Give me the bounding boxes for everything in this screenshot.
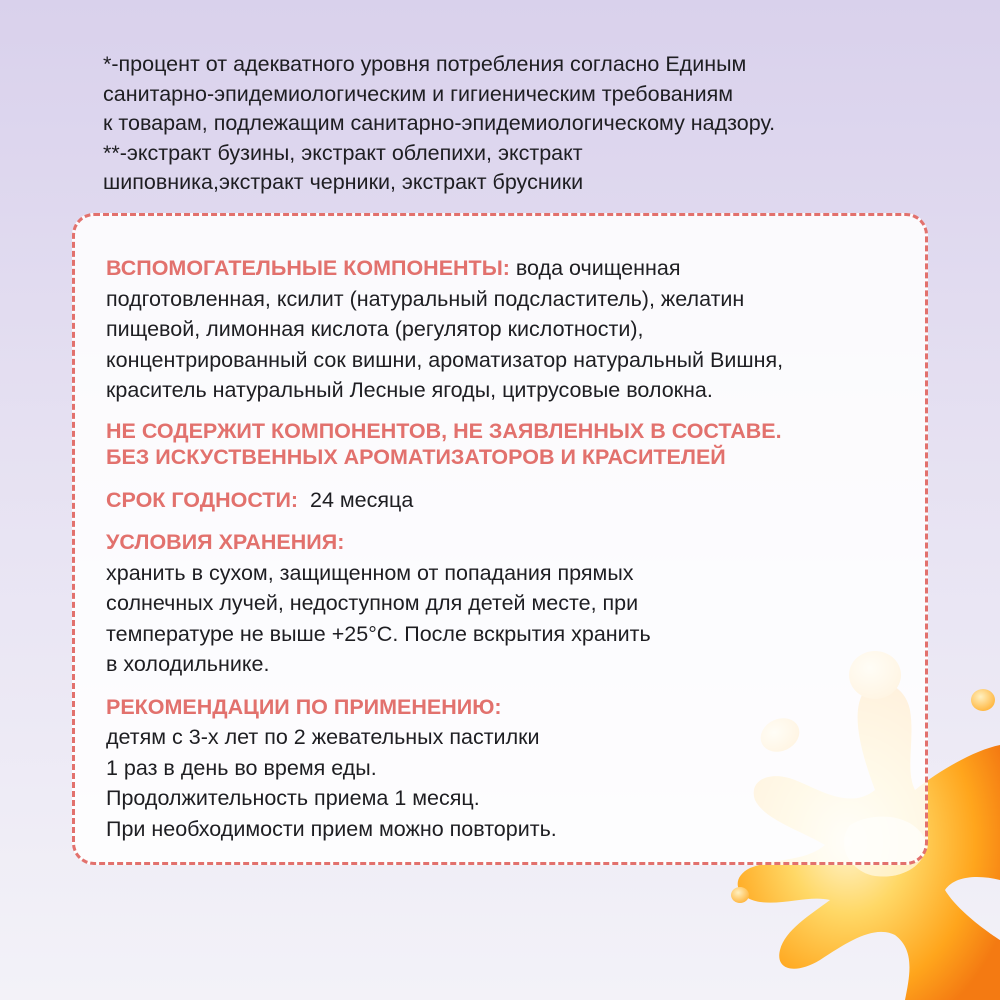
- auxiliary-components-section: [106, 253, 906, 406]
- usage-heading: РЕКОМЕНДАЦИИ ПО ПРИМЕНЕНИЮ:: [106, 694, 502, 719]
- footnote-line: санитарно-эпидемиологическим и гигиеническим требованиям: [103, 81, 734, 106]
- footnote-line: *-процент от адекватного уровня потребления согласно Единым: [103, 52, 747, 76]
- info-card: [72, 213, 928, 865]
- auxiliary-components-text: пищевой, лимонная кислота (регулятор кислотности),: [106, 317, 644, 341]
- usage-text: 1 раз в день во время еды.: [106, 755, 377, 780]
- info-card-content: [106, 253, 906, 844]
- usage-text: Продолжительность приема 1 месяц.: [106, 786, 480, 810]
- notice-section: [106, 416, 906, 473]
- storage-section: [106, 527, 906, 680]
- storage-text: солнечных лучей, недоступном для детей месте, при: [106, 591, 639, 615]
- auxiliary-components-text: подготовленная, ксилит (натуральный подсластитель), желатин: [106, 286, 745, 311]
- shelf-life-section: [106, 485, 906, 516]
- storage-text: температуре не выше +25°C. После вскрытия хранить: [106, 621, 651, 646]
- auxiliary-components-text: вода очищенная: [509, 256, 681, 280]
- storage-text: в холодильнике.: [106, 652, 270, 676]
- footnotes: [103, 50, 903, 198]
- auxiliary-components-text: концентрированный сок вишни, ароматизатор натуральный Вишня,: [106, 347, 784, 372]
- usage-text: При необходимости прием можно повторить.: [106, 816, 557, 841]
- shelf-life-heading: СРОК ГОДНОСТИ:: [106, 487, 299, 512]
- shelf-life-value: 24 месяца: [310, 487, 414, 512]
- footnote-line: **-экстракт бузины, экстракт облепихи, экстракт: [103, 140, 583, 165]
- footnote-line: шиповника,экстракт черники, экстракт брусники: [103, 170, 584, 194]
- usage-text: детям с 3-х лет по 2 жевательных пастилки: [106, 725, 540, 749]
- notice-line: НЕ СОДЕРЖИТ КОМПОНЕНТОВ, НЕ ЗАЯВЛЕННЫХ В СОСТАВЕ.: [106, 418, 782, 443]
- auxiliary-components-text: краситель натуральный Лесные ягоды, цитрусовые волокна.: [106, 378, 713, 402]
- auxiliary-components-heading: ВСПОМОГАТЕЛЬНЫЕ КОМПОНЕНТЫ:: [106, 256, 510, 280]
- storage-text: хранить в сухом, защищенном от попадания прямых: [106, 560, 634, 585]
- storage-heading: УСЛОВИЯ ХРАНЕНИЯ:: [106, 530, 345, 554]
- notice-line: БЕЗ ИСКУСТВЕННЫХ АРОМАТИЗАТОРОВ И КРАСИТЕЛЕЙ: [106, 445, 726, 469]
- footnote-line: к товарам, подлежащим санитарно-эпидемиологическому надзору.: [103, 111, 776, 135]
- usage-section: [106, 692, 906, 845]
